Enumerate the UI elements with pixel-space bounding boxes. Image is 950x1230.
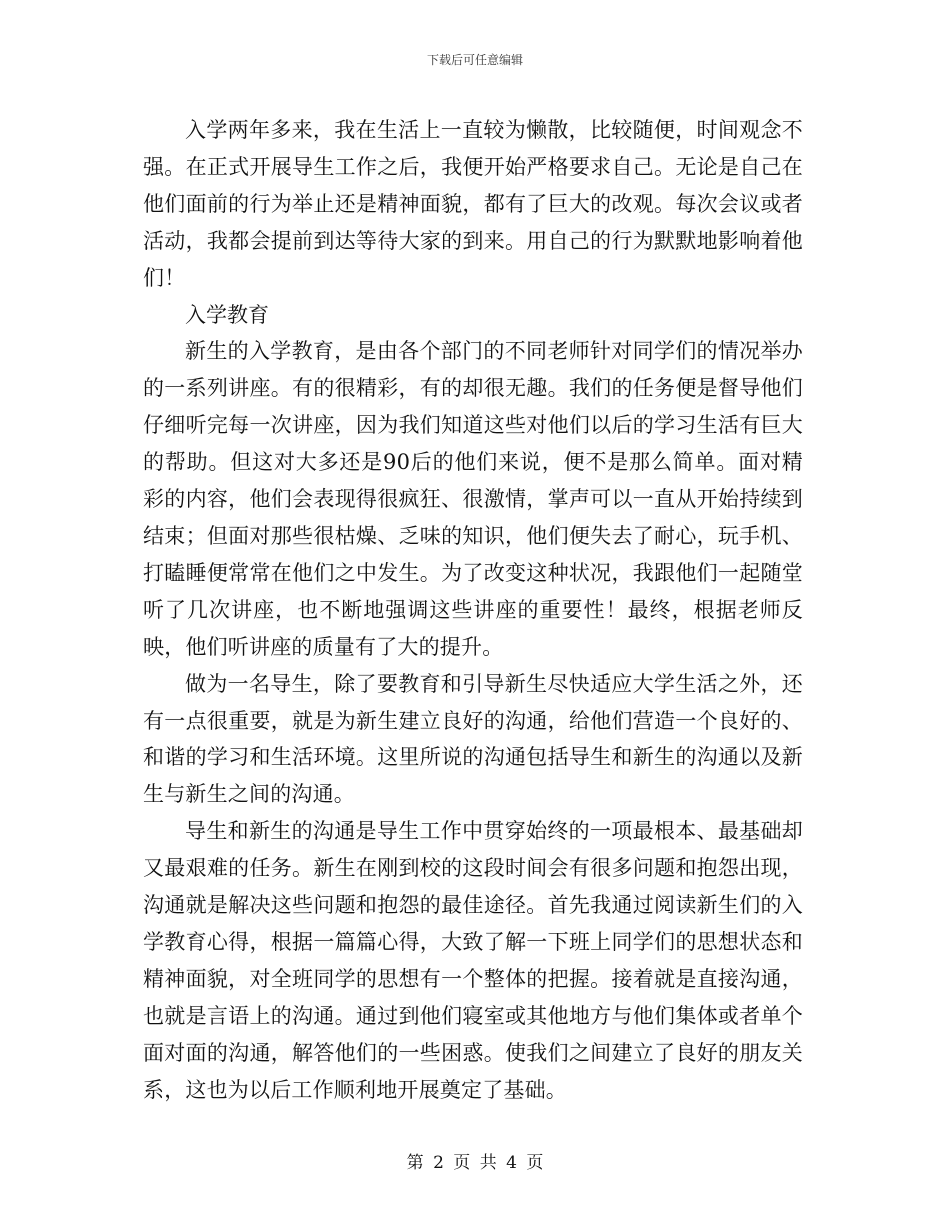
section-heading: 入学教育 [185, 302, 269, 327]
paragraph-2: 新生的入学教育，是由各个部门的不同老师针对同学们的情况举办的一系列讲座。有的很精彩，有的却很无趣。我们的任务便是督导他们仔细听完每一次讲座，因为我们知道这些对他们以后的学习生活有巨大的帮助。但这对大多还是90后的他们来说，便不是那么简单。面对精彩的内容，他们会表现得很疯狂、很激情，掌声可以一直从开始持续到结束；但面对那些很枯燥、乏味的知识，他们便失去了耐心，玩手机、打瞌睡便常常在他们之中发生。为了改变这种状况，我跟他们一起随堂听了几次讲座，也不断地强调这些讲座的重要性！最终，根据老师反映，他们听讲座的质量有了大的提升。 [143, 339, 803, 659]
paragraph-1: 入学两年多来，我在生活上一直较为懒散，比较随便，时间观念不强。在正式开展导生工作之后，我便开始严格要求自己。无论是自己在他们面前的行为举止还是精神面貌，都有了巨大的改观。每次会议或者活动，我都会提前到达等待大家的到来。用自己的行为默默地影响着他们！ [143, 118, 803, 290]
page-number-footer: 第 2 页 共 4 页 [406, 1153, 544, 1173]
page-header: 下载后可任意编辑 [426, 53, 523, 67]
paragraph-3: 做为一名导生，除了要教育和引导新生尽快适应大学生活之外，还有一点很重要，就是为新生建立良好的沟通，给他们营造一个良好的、和谐的学习和生活环境。这里所说的沟通包括导生和新生的沟通以及新生与新生之间的沟通。 [143, 671, 803, 807]
paragraph-4: 导生和新生的沟通是导生工作中贯穿始终的一项最根本、最基础却又最艰难的任务。新生在刚到校的这段时间会有很多问题和抱怨出现，沟通就是解决这些问题和抱怨的最佳途径。首先我通过阅读新生们的入学教育心得，根据一篇篇心得，大致了解一下班上同学们的思想状态和精神面貌，对全班同学的思想有一个整体的把握。接着就是直接沟通，也就是言语上的沟通。通过到他们寝室或其他地方与他们集体或者单个面对面的沟通，解答他们的一些困惑。使我们之间建立了良好的朋友关系，这也为以后工作顺利地开展奠定了基础。 [143, 819, 803, 1102]
document-body [143, 112, 803, 1108]
